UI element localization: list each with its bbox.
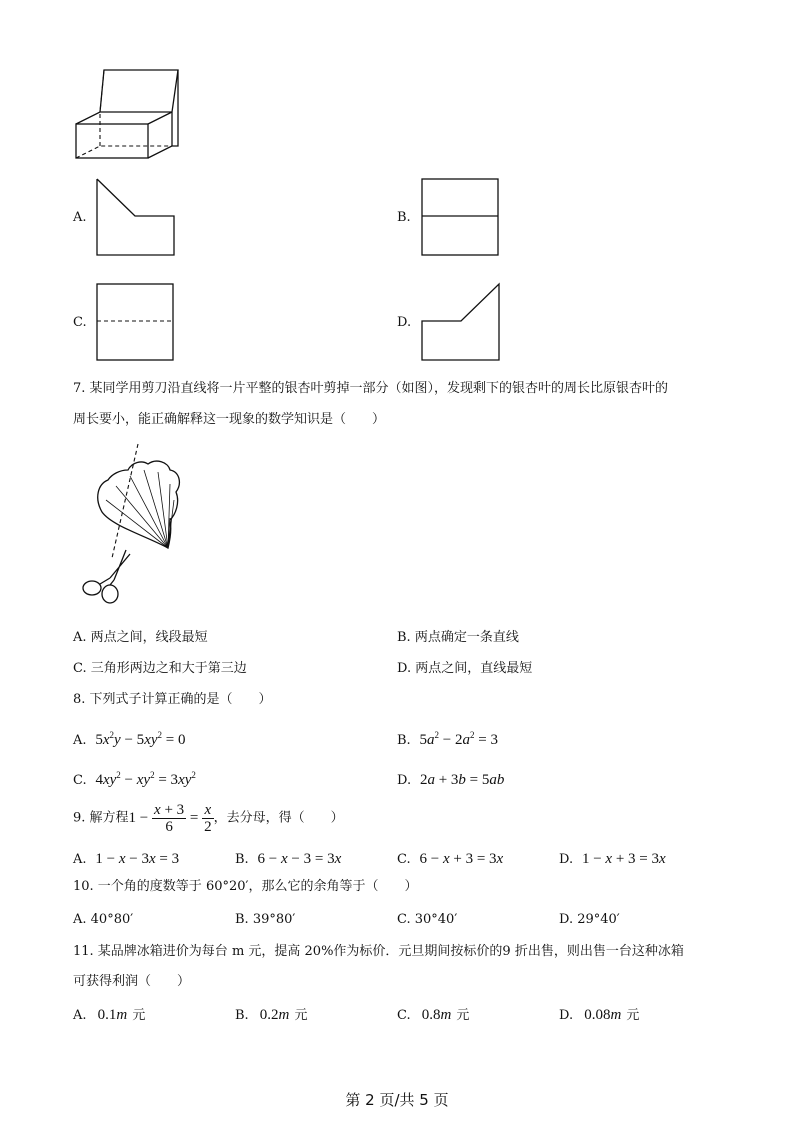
q7-option-a: A. 两点之间，线段最短 [73, 630, 208, 645]
option-b-label: B. [397, 210, 411, 225]
q9-option-b-expr: 6 − x − 3 = 3x [253, 851, 342, 867]
q11-option-c-var: m [440, 1007, 452, 1023]
q11-option-d-label: D. [559, 1008, 574, 1023]
q9-option-c [397, 848, 503, 868]
q8-option-c [73, 769, 196, 789]
q11-option-d-var: m [610, 1007, 622, 1023]
q7-option-d: D. 两点之间，直线最短 [397, 661, 533, 676]
option-b-view [420, 177, 500, 257]
q10-option-a: A. 40°80′ [73, 912, 134, 927]
q8-option-d-label: D. [397, 773, 412, 788]
page-footer: 第 2 页/共 5 页 [345, 1091, 449, 1109]
q11-option-b-value: 0.2 [259, 1007, 279, 1023]
q11-option-d [559, 1004, 639, 1024]
q8-option-b [397, 729, 498, 749]
q11-option-c [397, 1004, 469, 1024]
question-10-stem: 10. 一个角的度数等于 60°20′，那么它的余角等于（ ） [73, 879, 418, 894]
q9-option-c-label: C. [397, 852, 411, 867]
question-7-line2: 周长要小，能正确解释这一现象的数学知识是（ ） [73, 412, 386, 427]
q8-option-c-label: C. [73, 773, 87, 788]
q9-option-a-label: A. [73, 852, 87, 867]
q11-option-a-label: A. [73, 1008, 87, 1023]
q9-option-b [235, 848, 341, 868]
q11-option-c-unit: 元 [456, 1008, 470, 1023]
question-8-stem: 8. 下列式子计算正确的是（ ） [73, 692, 272, 707]
q8-option-c-expr: $4xy^2 - xy^2 = 3xy^2$ [91, 770, 196, 788]
q11-option-d-unit: 元 [626, 1008, 640, 1023]
q10-option-b: B. 39°80′ [235, 912, 296, 927]
q8-option-a-expr: $5x^2y - 5xy^2 = 0$ [91, 730, 186, 748]
question-9-stem [73, 802, 344, 835]
q11-option-c-label: C. [397, 1008, 411, 1023]
q8-option-b-expr: $5a^2 - 2a^2 = 3$ [415, 730, 498, 748]
q11-option-a-value: 0.1 [97, 1007, 117, 1023]
q9-option-d-label: D. [559, 852, 574, 867]
q8-option-d [397, 769, 504, 789]
question-11-line2: 可获得利润（ ） [73, 974, 191, 989]
q8-option-a [73, 729, 185, 749]
option-c-view [95, 282, 175, 362]
q11-option-b-var: m [278, 1007, 290, 1023]
q9-option-d [559, 848, 666, 868]
q9-option-a [73, 848, 179, 868]
q9-option-a-expr: 1 − x − 3x = 3 [91, 851, 180, 867]
q9-prefix: 9. 解方程 [73, 810, 129, 826]
q10-option-c: C. 30°40′ [397, 912, 458, 927]
option-d-label: D. [397, 315, 412, 330]
q11-option-b [235, 1004, 307, 1024]
option-c-label: C. [73, 315, 87, 330]
q11-option-c-value: 0.8 [421, 1007, 441, 1023]
option-a-label: A. [73, 210, 87, 225]
q11-option-a-var: m [116, 1007, 128, 1023]
option-d-view [420, 282, 502, 362]
q10-option-d: D. 29°40′ [559, 912, 620, 927]
q8-option-a-label: A. [73, 733, 87, 748]
question-7-line1: 7. 某同学用剪刀沿直线将一片平整的银杏叶剪掉一部分（如图），发现剩下的银杏叶的周长比原银杏叶的 [73, 381, 669, 396]
q9-option-d-expr: 1 − x + 3 = 3x [578, 851, 666, 867]
solid-figure [70, 62, 190, 166]
q8-option-d-expr: 2a + 3b = 5ab [416, 772, 505, 788]
q11-option-b-label: B. [235, 1008, 249, 1023]
option-a-view [95, 177, 177, 257]
q11-option-b-unit: 元 [294, 1008, 308, 1023]
q7-option-c: C. 三角形两边之和大于第三边 [73, 661, 247, 676]
q11-option-a-unit: 元 [132, 1008, 146, 1023]
q11-option-a [73, 1004, 145, 1024]
q7-option-b: B. 两点确定一条直线 [397, 630, 519, 645]
q11-option-d-value: 0.08 [584, 1007, 611, 1023]
q8-option-b-label: B. [397, 733, 411, 748]
q9-suffix: ，去分母，得（ ） [213, 810, 344, 826]
q9-option-c-expr: 6 − x + 3 = 3x [415, 851, 504, 867]
question-11-line1: 11. 某品牌冰箱进价为每台 m 元，提高 20%作为标价．元旦期间按标价的9 折出售，则出售一台这种冰箱 [73, 944, 684, 959]
q9-option-b-label: B. [235, 852, 249, 867]
q9-equation: 1 − $\frac{x + 3}{6}$ = $\frac{x}{2}$ [128, 802, 212, 835]
ginkgo-leaf-scissors-figure [76, 440, 188, 606]
